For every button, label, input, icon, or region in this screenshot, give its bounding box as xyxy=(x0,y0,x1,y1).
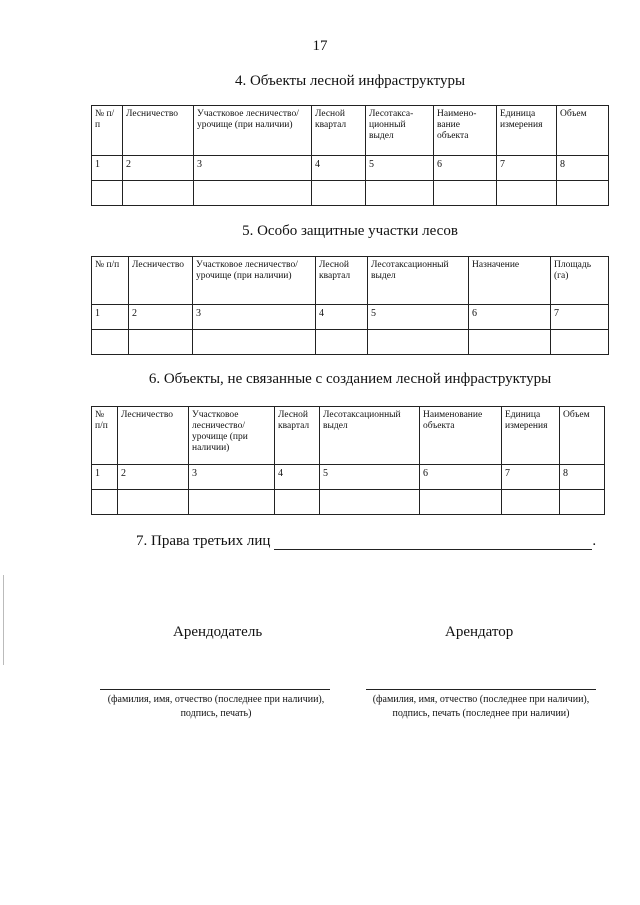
col-header: Лесничество xyxy=(129,257,193,305)
col-header: Площадь (га) xyxy=(551,257,609,305)
column-number: 6 xyxy=(469,305,551,330)
column-number: 4 xyxy=(312,156,366,181)
table-cell xyxy=(551,330,609,355)
column-number: 6 xyxy=(434,156,497,181)
table-cell xyxy=(420,490,502,515)
column-number: 7 xyxy=(502,465,560,490)
third-party-rights xyxy=(136,533,596,550)
table-cell xyxy=(92,490,118,515)
third-party-rights-suffix: . xyxy=(592,533,597,549)
protective-areas-table xyxy=(91,256,609,355)
col-header: Лесотакса-ционный выдел xyxy=(366,106,434,156)
col-header: Наимено-вание объекта xyxy=(434,106,497,156)
col-header: Лесотаксационный выдел xyxy=(320,407,420,465)
header-row xyxy=(92,407,605,465)
non-infrastructure-table xyxy=(91,406,605,515)
empty-data-row xyxy=(92,330,609,355)
col-header: Лесотаксационный выдел xyxy=(368,257,469,305)
column-number: 7 xyxy=(551,305,609,330)
col-header: № п/п xyxy=(92,407,118,465)
table-cell xyxy=(312,181,366,206)
tenant-title: Арендатор xyxy=(445,624,514,640)
col-header: № п/п xyxy=(92,257,129,305)
column-number: 3 xyxy=(189,465,275,490)
table-cell xyxy=(560,490,605,515)
column-number-row xyxy=(92,156,609,181)
table-cell xyxy=(557,181,609,206)
table-cell xyxy=(497,181,557,206)
col-header: Лесной квартал xyxy=(312,106,366,156)
page-number: 17 xyxy=(312,38,328,54)
landlord-signature-line xyxy=(100,689,330,690)
table-cell xyxy=(502,490,560,515)
table-cell xyxy=(368,330,469,355)
col-header: Лесничество xyxy=(118,407,189,465)
third-party-rights-blank-line xyxy=(274,535,592,550)
header-row xyxy=(92,257,609,305)
column-number: 4 xyxy=(316,305,368,330)
col-header: Лесничество xyxy=(123,106,194,156)
column-number: 2 xyxy=(123,156,194,181)
column-number: 4 xyxy=(275,465,320,490)
empty-data-row xyxy=(92,181,609,206)
col-header: Объем xyxy=(557,106,609,156)
col-header: Лесной квартал xyxy=(275,407,320,465)
table-cell xyxy=(189,490,275,515)
header-row xyxy=(92,106,609,156)
column-number: 3 xyxy=(194,156,312,181)
col-header: Участковое лесничество/урочище (при наличии) xyxy=(193,257,316,305)
table-cell xyxy=(193,330,316,355)
table-cell xyxy=(469,330,551,355)
table-cell xyxy=(123,181,194,206)
tenant-signature-line xyxy=(366,689,596,690)
column-number: 6 xyxy=(420,465,502,490)
table-cell xyxy=(92,181,123,206)
column-number: 8 xyxy=(557,156,609,181)
section-6-title: 6. Объекты, не связанные с созданием лесной инфраструктуры xyxy=(148,371,552,387)
column-number: 5 xyxy=(366,156,434,181)
column-number: 2 xyxy=(118,465,189,490)
column-number: 8 xyxy=(560,465,605,490)
table-cell xyxy=(118,490,189,515)
col-header: Объем xyxy=(560,407,605,465)
table-cell xyxy=(129,330,193,355)
column-number-row xyxy=(92,465,605,490)
col-header: Участковое лесничество/ урочище (при наличии) xyxy=(189,407,275,465)
scan-artifact xyxy=(3,575,4,665)
column-number: 5 xyxy=(320,465,420,490)
third-party-rights-label: 7. Права третьих лиц xyxy=(136,533,271,549)
table-cell xyxy=(320,490,420,515)
landlord-title: Арендодатель xyxy=(173,624,263,640)
table-cell xyxy=(434,181,497,206)
column-number: 1 xyxy=(92,156,123,181)
column-number: 7 xyxy=(497,156,557,181)
table-cell xyxy=(92,330,129,355)
col-header: № п/п xyxy=(92,106,123,156)
infrastructure-table xyxy=(91,105,609,206)
column-number: 1 xyxy=(92,465,118,490)
col-header: Наименование объекта xyxy=(420,407,502,465)
table-cell xyxy=(275,490,320,515)
column-number: 2 xyxy=(129,305,193,330)
column-number: 5 xyxy=(368,305,469,330)
col-header: Участковое лесничество/урочище (при наличии) xyxy=(194,106,312,156)
section-4-title: 4. Объекты лесной инфраструктуры xyxy=(234,73,466,89)
tenant-signature-caption: (фамилия, имя, отчество (последнее при наличии), подпись, печать (последнее при наличии) xyxy=(372,694,590,719)
landlord-signature-caption: (фамилия, имя, отчество (последнее при наличии), подпись, печать) xyxy=(107,694,325,719)
table-cell xyxy=(316,330,368,355)
column-number-row xyxy=(92,305,609,330)
table-cell xyxy=(366,181,434,206)
table-cell xyxy=(194,181,312,206)
col-header: Единица измерения xyxy=(502,407,560,465)
empty-data-row xyxy=(92,490,605,515)
col-header: Лесной квартал xyxy=(316,257,368,305)
col-header: Назначение xyxy=(469,257,551,305)
section-5-title: 5. Особо защитные участки лесов xyxy=(242,223,458,239)
column-number: 3 xyxy=(193,305,316,330)
col-header: Единица измерения xyxy=(497,106,557,156)
column-number: 1 xyxy=(92,305,129,330)
